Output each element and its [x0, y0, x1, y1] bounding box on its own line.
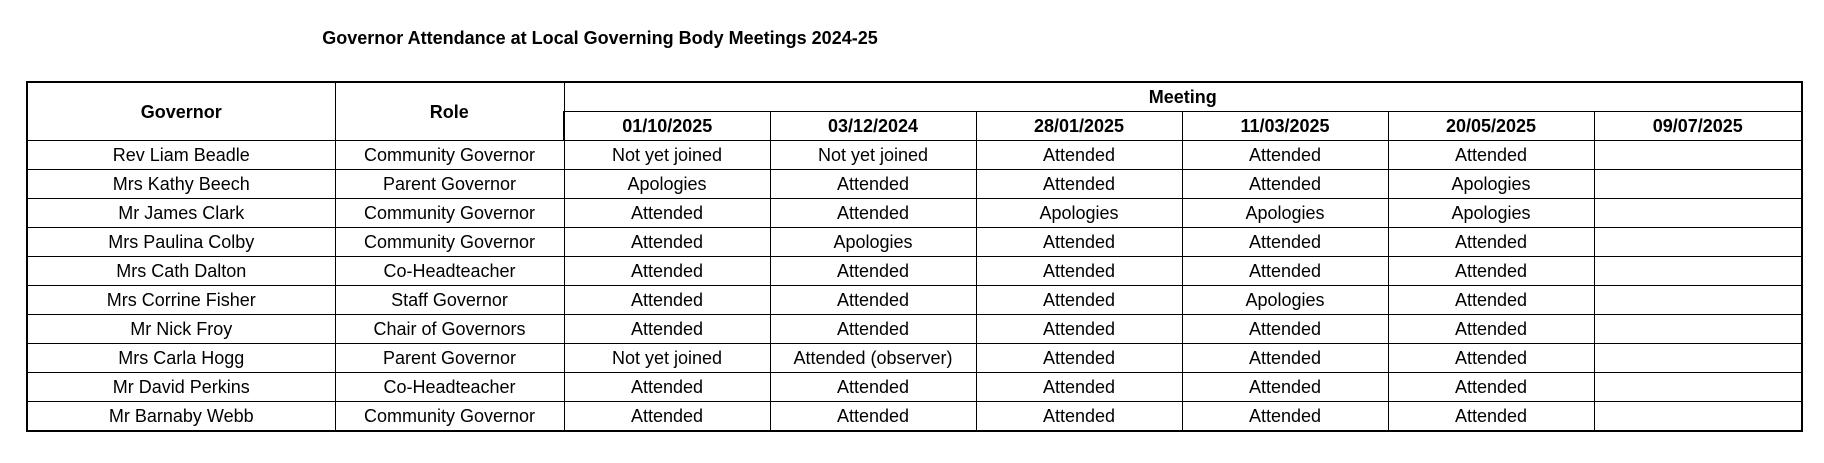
governor-name-cell: Mr James Clark: [27, 199, 335, 228]
attendance-cell: Attended: [976, 373, 1182, 402]
attendance-cell: Attended: [1388, 257, 1594, 286]
attendance-cell: Attended: [770, 199, 976, 228]
table-row: [27, 286, 1802, 315]
attendance-cell: Attended: [976, 141, 1182, 170]
attendance-cell: Attended: [564, 199, 770, 228]
attendance-cell: Attended: [1182, 373, 1388, 402]
attendance-cell: [1594, 257, 1802, 286]
attendance-cell: Apologies: [1182, 286, 1388, 315]
governor-name-cell: Mrs Paulina Colby: [27, 228, 335, 257]
attendance-cell: Attended: [564, 402, 770, 432]
attendance-cell: [1594, 402, 1802, 432]
table-row: [27, 373, 1802, 402]
attendance-cell: Apologies: [1182, 199, 1388, 228]
governor-name-cell: Mrs Cath Dalton: [27, 257, 335, 286]
governor-name-cell: Mr David Perkins: [27, 373, 335, 402]
role-cell: Community Governor: [335, 402, 564, 432]
role-cell: Community Governor: [335, 141, 564, 170]
header-meeting-date: 01/10/2025: [564, 112, 770, 141]
attendance-cell: [1594, 228, 1802, 257]
attendance-cell: Apologies: [976, 199, 1182, 228]
header-governor: Governor: [27, 82, 335, 141]
attendance-cell: Apologies: [1388, 170, 1594, 199]
governor-name-cell: Mrs Carla Hogg: [27, 344, 335, 373]
attendance-cell: Attended: [1388, 228, 1594, 257]
governor-name-cell: Mr Nick Froy: [27, 315, 335, 344]
attendance-cell: Attended: [564, 315, 770, 344]
attendance-cell: Attended: [1388, 315, 1594, 344]
role-cell: Parent Governor: [335, 344, 564, 373]
table-row: [27, 170, 1802, 199]
attendance-cell: Attended: [564, 373, 770, 402]
attendance-cell: Attended: [1182, 228, 1388, 257]
attendance-cell: Apologies: [770, 228, 976, 257]
attendance-cell: Attended: [1388, 141, 1594, 170]
table-row: [27, 315, 1802, 344]
governor-name-cell: Mrs Corrine Fisher: [27, 286, 335, 315]
attendance-cell: Attended: [1182, 315, 1388, 344]
attendance-cell: Attended: [770, 170, 976, 199]
page-title: Governor Attendance at Local Governing Body Meetings 2024-25: [322, 28, 878, 48]
role-cell: Community Governor: [335, 228, 564, 257]
attendance-cell: Not yet joined: [564, 344, 770, 373]
attendance-cell: Attended: [976, 402, 1182, 432]
role-cell: Co-Headteacher: [335, 373, 564, 402]
attendance-cell: Attended (observer): [770, 344, 976, 373]
attendance-cell: Attended: [770, 402, 976, 432]
table-row: [27, 344, 1802, 373]
attendance-cell: [1594, 315, 1802, 344]
attendance-cell: Attended: [1388, 344, 1594, 373]
attendance-cell: [1594, 373, 1802, 402]
table-body: [27, 141, 1802, 432]
attendance-cell: Attended: [976, 344, 1182, 373]
attendance-cell: Attended: [1182, 402, 1388, 432]
attendance-cell: Attended: [770, 373, 976, 402]
role-cell: Staff Governor: [335, 286, 564, 315]
attendance-cell: Attended: [1182, 344, 1388, 373]
header-meeting-date: 09/07/2025: [1594, 112, 1802, 141]
attendance-cell: Attended: [976, 228, 1182, 257]
attendance-cell: Not yet joined: [770, 141, 976, 170]
table-row: [27, 228, 1802, 257]
header-meeting-date: 28/01/2025: [976, 112, 1182, 141]
attendance-cell: Attended: [976, 170, 1182, 199]
attendance-cell: Attended: [1388, 373, 1594, 402]
attendance-cell: Attended: [770, 257, 976, 286]
attendance-table: [26, 81, 1803, 432]
attendance-cell: Attended: [1182, 170, 1388, 199]
attendance-cell: Attended: [1182, 257, 1388, 286]
attendance-cell: Attended: [976, 286, 1182, 315]
role-cell: Co-Headteacher: [335, 257, 564, 286]
header-role: Role: [335, 82, 564, 141]
governor-name-cell: Mr Barnaby Webb: [27, 402, 335, 432]
attendance-cell: Attended: [976, 315, 1182, 344]
attendance-cell: Attended: [1388, 286, 1594, 315]
header-meeting-group: Meeting: [564, 82, 1802, 112]
attendance-cell: [1594, 199, 1802, 228]
attendance-cell: [1594, 141, 1802, 170]
governor-name-cell: Mrs Kathy Beech: [27, 170, 335, 199]
header-meeting-date: 03/12/2024: [770, 112, 976, 141]
governor-name-cell: Rev Liam Beadle: [27, 141, 335, 170]
attendance-cell: Not yet joined: [564, 141, 770, 170]
attendance-cell: Attended: [770, 286, 976, 315]
attendance-cell: Apologies: [564, 170, 770, 199]
attendance-cell: Attended: [1388, 402, 1594, 432]
table-row: [27, 141, 1802, 170]
table-row: [27, 199, 1802, 228]
table-row: [27, 402, 1802, 432]
header-meeting-date: 11/03/2025: [1182, 112, 1388, 141]
role-cell: Chair of Governors: [335, 315, 564, 344]
attendance-cell: Attended: [976, 257, 1182, 286]
header-row-group: [27, 82, 1802, 112]
role-cell: Community Governor: [335, 199, 564, 228]
table-header: [27, 82, 1802, 141]
header-meeting-date: 20/05/2025: [1388, 112, 1594, 141]
attendance-cell: Attended: [564, 286, 770, 315]
role-cell: Parent Governor: [335, 170, 564, 199]
attendance-cell: Attended: [564, 228, 770, 257]
attendance-cell: Apologies: [1388, 199, 1594, 228]
attendance-cell: [1594, 286, 1802, 315]
attendance-cell: [1594, 344, 1802, 373]
attendance-cell: Attended: [564, 257, 770, 286]
attendance-cell: Attended: [1182, 141, 1388, 170]
attendance-cell: Attended: [770, 315, 976, 344]
attendance-cell: [1594, 170, 1802, 199]
table-row: [27, 257, 1802, 286]
